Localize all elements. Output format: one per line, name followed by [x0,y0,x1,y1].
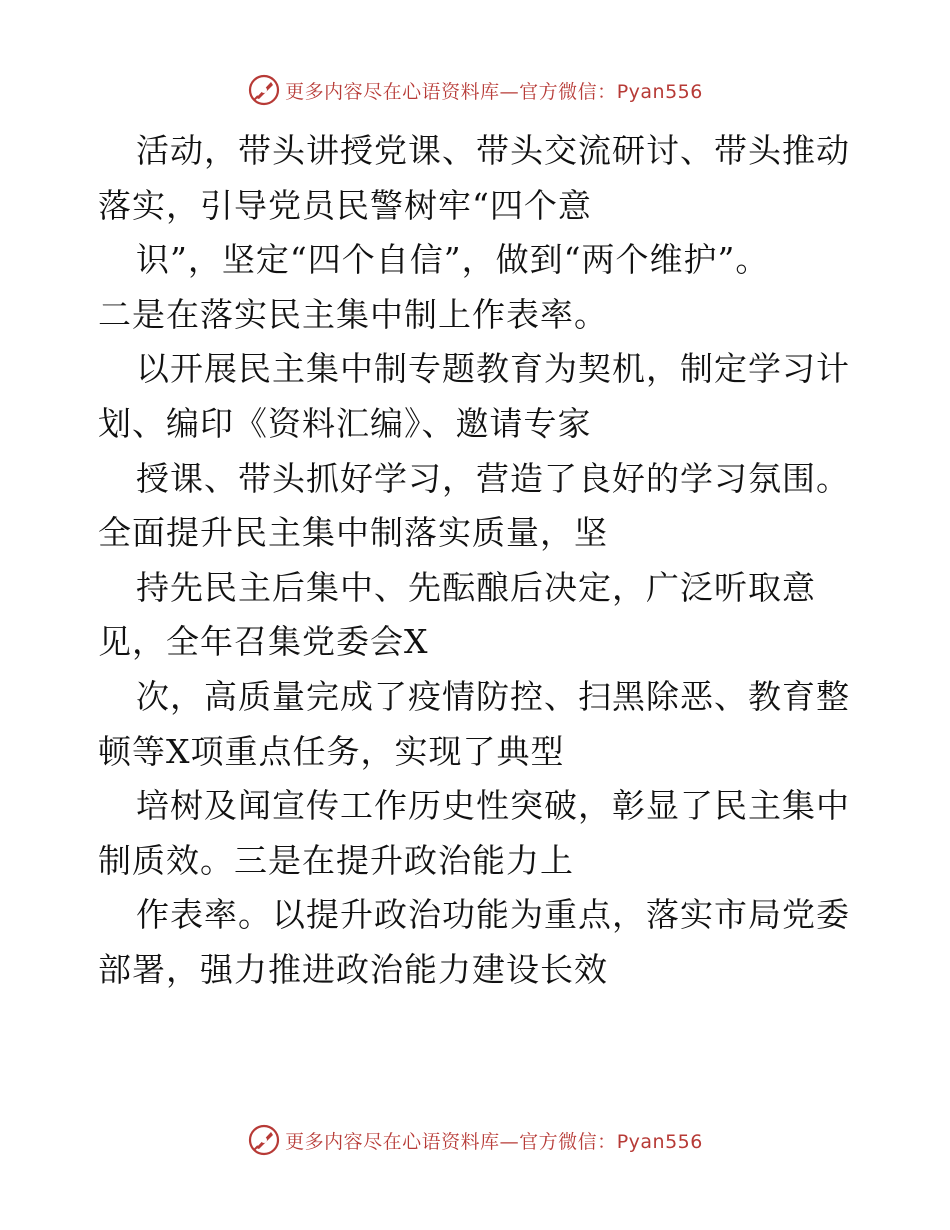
body-line: 制质效。三是在提升政治能力上 [98,840,574,880]
body-line: 作表率。以提升政治功能为重点，落实市局党委 [136,895,850,935]
body-line: 识”，坚定“四个自信”，做到“两个维护”。 [136,240,770,280]
feather-pen-logo-icon [247,1123,281,1157]
body-line: 持先民主后集中、先酝酿后决定，广泛听取意 [136,567,816,607]
body-line: 见，全年召集党委会X [98,622,429,662]
footer-banner [0,1120,950,1160]
header-banner [0,70,950,110]
header-wechat-id: Pyan556 [616,80,703,103]
header-banner-text [285,77,703,104]
body-line: 顿等X项重点任务，实现了典型 [98,731,565,771]
body-line: 以开展民主集中制专题教育为契机，制定学习计 [136,349,850,389]
footer-prefix: 更多内容尽在心语资料库— [285,1130,520,1153]
body-line: 次，高质量完成了疫情防控、扫黑除恶、教育整 [136,676,850,716]
document-body [98,124,858,998]
body-line: 全面提升民主集中制落实质量，坚 [98,513,608,553]
body-line: 部署，强力推进政治能力建设长效 [98,949,608,989]
footer-banner-text [285,1127,703,1154]
header-prefix: 更多内容尽在心语资料库— [285,80,520,103]
body-line: 授课、带头抓好学习，营造了良好的学习氛围。 [136,458,850,498]
footer-wechat-label: 官方微信： [519,1130,617,1153]
feather-pen-logo-icon [247,73,281,107]
header-wechat-label: 官方微信： [519,80,617,103]
body-line: 培树及闻宣传工作历史性突破，彰显了民主集中 [136,786,850,826]
body-line: 二是在落实民主集中制上作表率。 [98,294,608,334]
body-line: 活动，带头讲授党课、带头交流研讨、带头推动 [136,131,850,170]
body-line: 划、编印《资料汇编》、邀请专家 [98,403,592,443]
footer-wechat-id: Pyan556 [616,1130,703,1153]
body-line: 落实，引导党员民警树牢“四个意 [98,185,592,225]
